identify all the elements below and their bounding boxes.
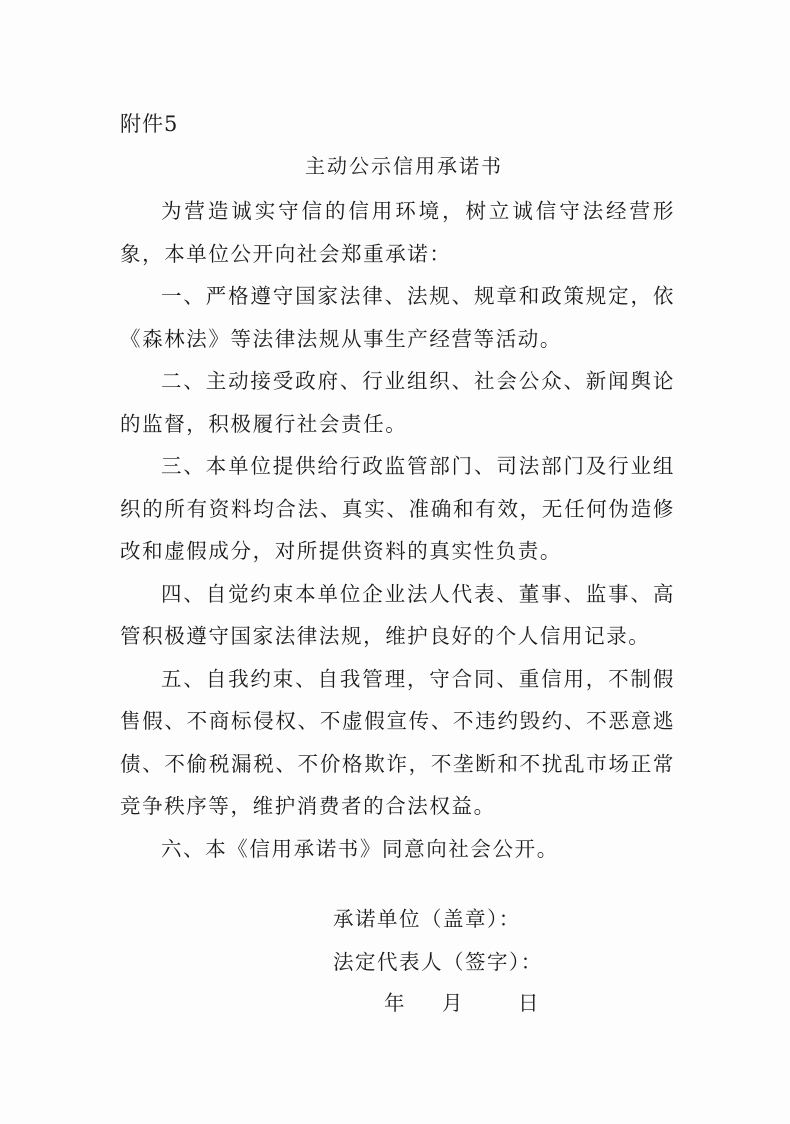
month-label: 月 bbox=[442, 991, 463, 1015]
signing-unit-label: 承诺单位（盖章）： bbox=[333, 907, 521, 931]
intro-paragraph: 为营造诚实守信的信用环境，树立诚信守法经营形象，本单位公开向社会郑重承诺： bbox=[120, 199, 675, 266]
year-label: 年 bbox=[384, 991, 405, 1015]
document-body bbox=[120, 190, 675, 870]
commitment-paragraph-4: 四、自觉约束本单位企业法人代表、董事、监事、高管积极遵守国家法律法规，维护良好的个人信用记录。 bbox=[120, 581, 675, 648]
day-label: 日 bbox=[518, 991, 539, 1015]
commitment-paragraph-6: 六、本《信用承诺书》同意向社会公开。 bbox=[161, 836, 559, 861]
commitment-paragraph-2: 二、主动接受政府、行业组织、社会公众、新闻舆论的监督，积极履行社会责任。 bbox=[120, 369, 675, 436]
document-title: 主动公示信用承诺书 bbox=[305, 154, 503, 178]
date-line bbox=[384, 986, 548, 1016]
attachment-label: 附件5 bbox=[120, 112, 179, 136]
legal-representative-label: 法定代表人（签字）： bbox=[333, 950, 543, 974]
commitment-paragraph-3: 三、本单位提供给行政监管部门、司法部门及行业组织的所有资料均合法、真实、准确和有效，无任何伪造修改和虚假成分，对所提供资料的真实性负责。 bbox=[120, 454, 675, 563]
commitment-paragraph-1: 一、严格遵守国家法律、法规、规章和政策规定，依《森林法》等法律法规从事生产经营等活动。 bbox=[120, 284, 675, 351]
commitment-paragraph-5: 五、自我约束、自我管理，守合同、重信用，不制假售假、不商标侵权、不虚假宣传、不违约毁约、不恶意逃债、不偷税漏税、不价格欺诈，不垄断和不扰乱市场正常竞争秩序等，维护消费者的合法权益。 bbox=[120, 666, 675, 818]
